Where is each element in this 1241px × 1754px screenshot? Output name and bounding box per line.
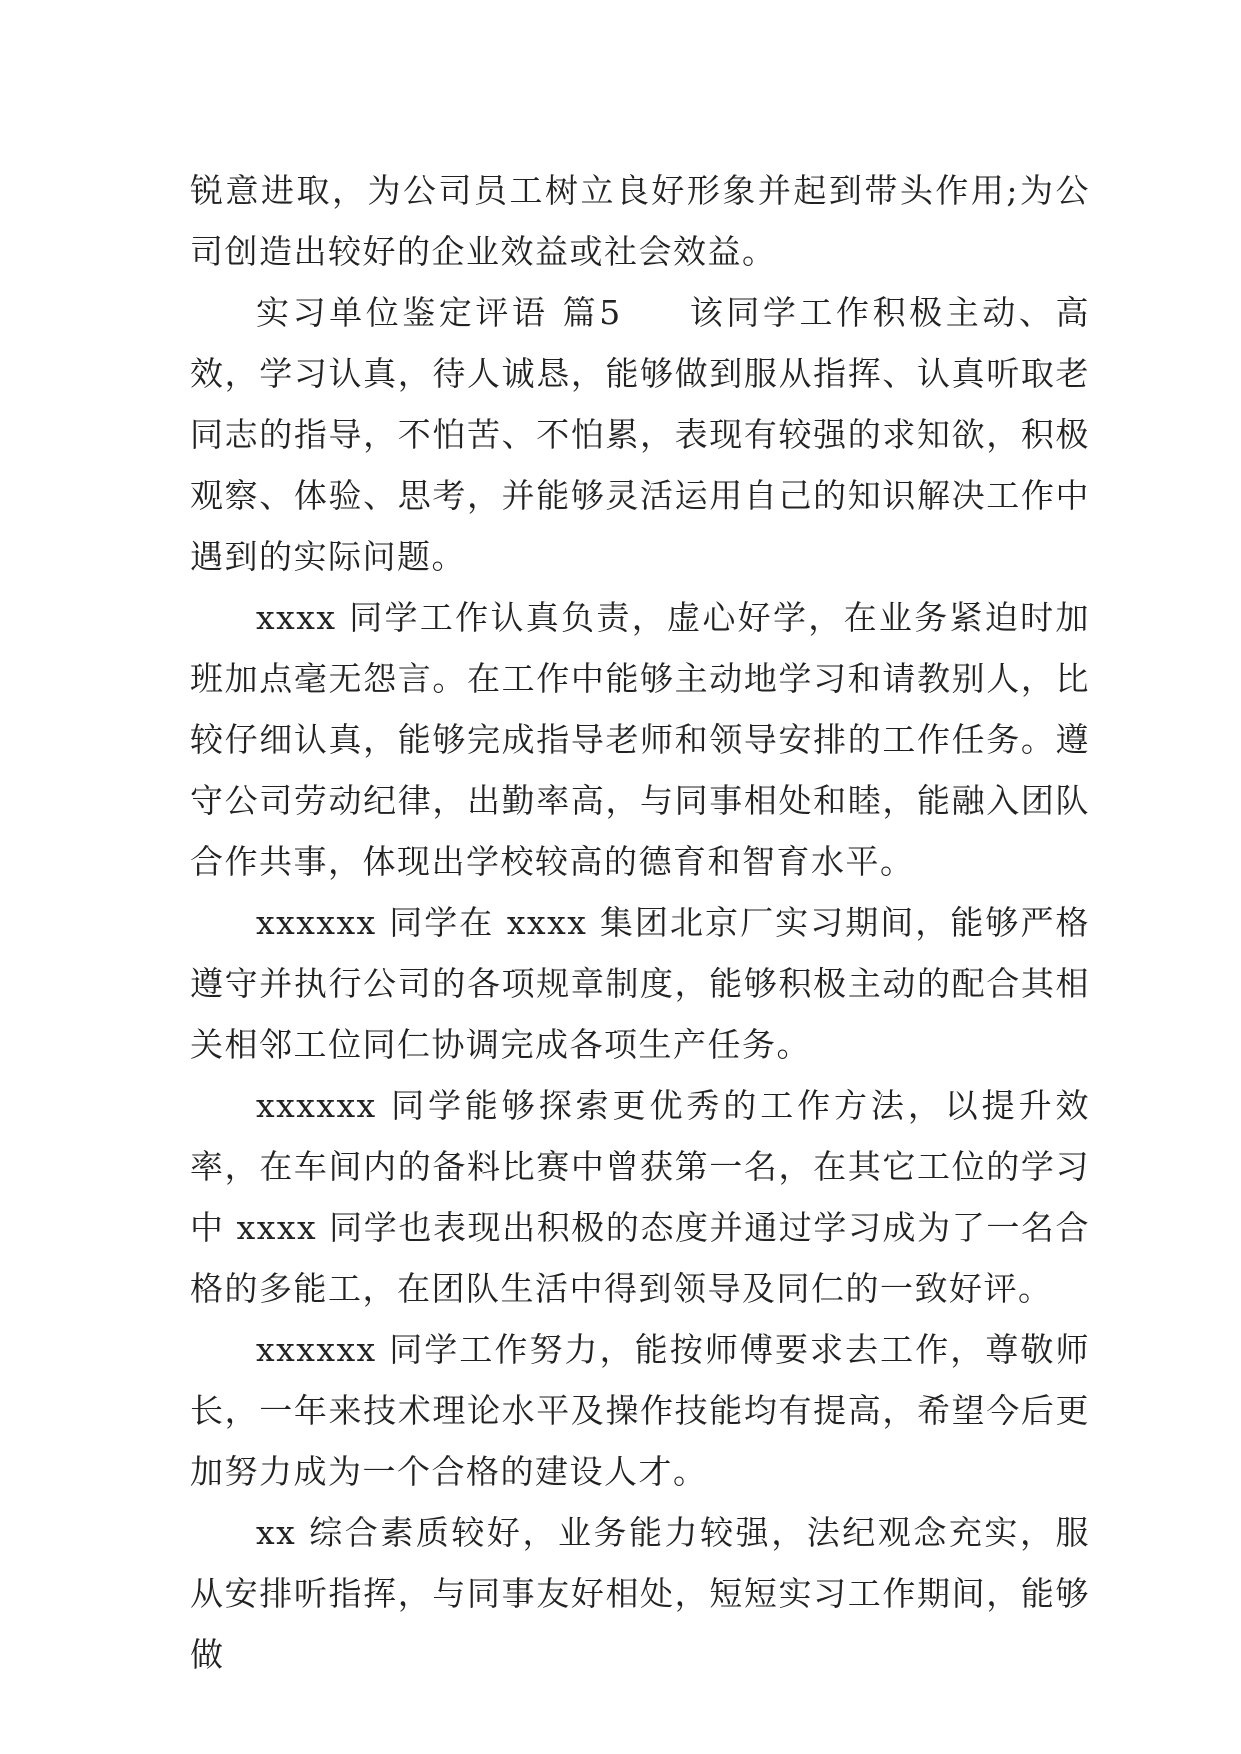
paragraph: xx 综合素质较好，业务能力较强，法纪观念充实，服从安排听指挥，与同事友好相处，短短实习工作期间，能够做 [190, 1513, 1090, 1674]
section-body: 该同学工作积极主动、高效，学习认真，待人诚恳，能够做到服从指挥、认真听取老同志的指导，不怕苦、不怕累，表现有较强的求知欲，积极观察、体验、思考，并能够灵活运用自己的知识解决工作中遇到的实际问题。 [190, 293, 1090, 576]
paragraph-section-5 [190, 282, 1090, 587]
paragraph: xxxxxx 同学工作努力，能按师傅要求去工作，尊敬师长，一年来技术理论水平及操作技能均有提高，希望今后更加努力成为一个合格的建设人才。 [190, 1330, 1090, 1491]
paragraph: xxxxxx 同学能够探索更优秀的工作方法，以提升效率，在车间内的备料比赛中曾获第一名，在其它工位的学习中 xxxx 同学也表现出积极的态度并通过学习成为了一名合格的多能工，在团队生活中得到领导及同仁的一致好评。 [190, 1086, 1090, 1308]
document-body [190, 160, 1090, 1685]
section-heading: 实习单位鉴定评语 篇5 [256, 293, 622, 332]
paragraph-continuation: 锐意进取，为公司员工树立良好形象并起到带头作用;为公司创造出较好的企业效益或社会效益。 [190, 171, 1090, 271]
paragraph: xxxxxx 同学在 xxxx 集团北京厂实习期间，能够严格遵守并执行公司的各项规章制度，能够积极主动的配合其相关相邻工位同仁协调完成各项生产任务。 [190, 903, 1090, 1064]
paragraph: xxxx 同学工作认真负责，虚心好学，在业务紧迫时加班加点毫无怨言。在工作中能够主动地学习和请教别人，比较仔细认真，能够完成指导老师和领导安排的工作任务。遵守公司劳动纪律，出勤率高，与同事相处和睦，能融入团队合作共事，体现出学校较高的德育和智育水平。 [190, 598, 1090, 881]
